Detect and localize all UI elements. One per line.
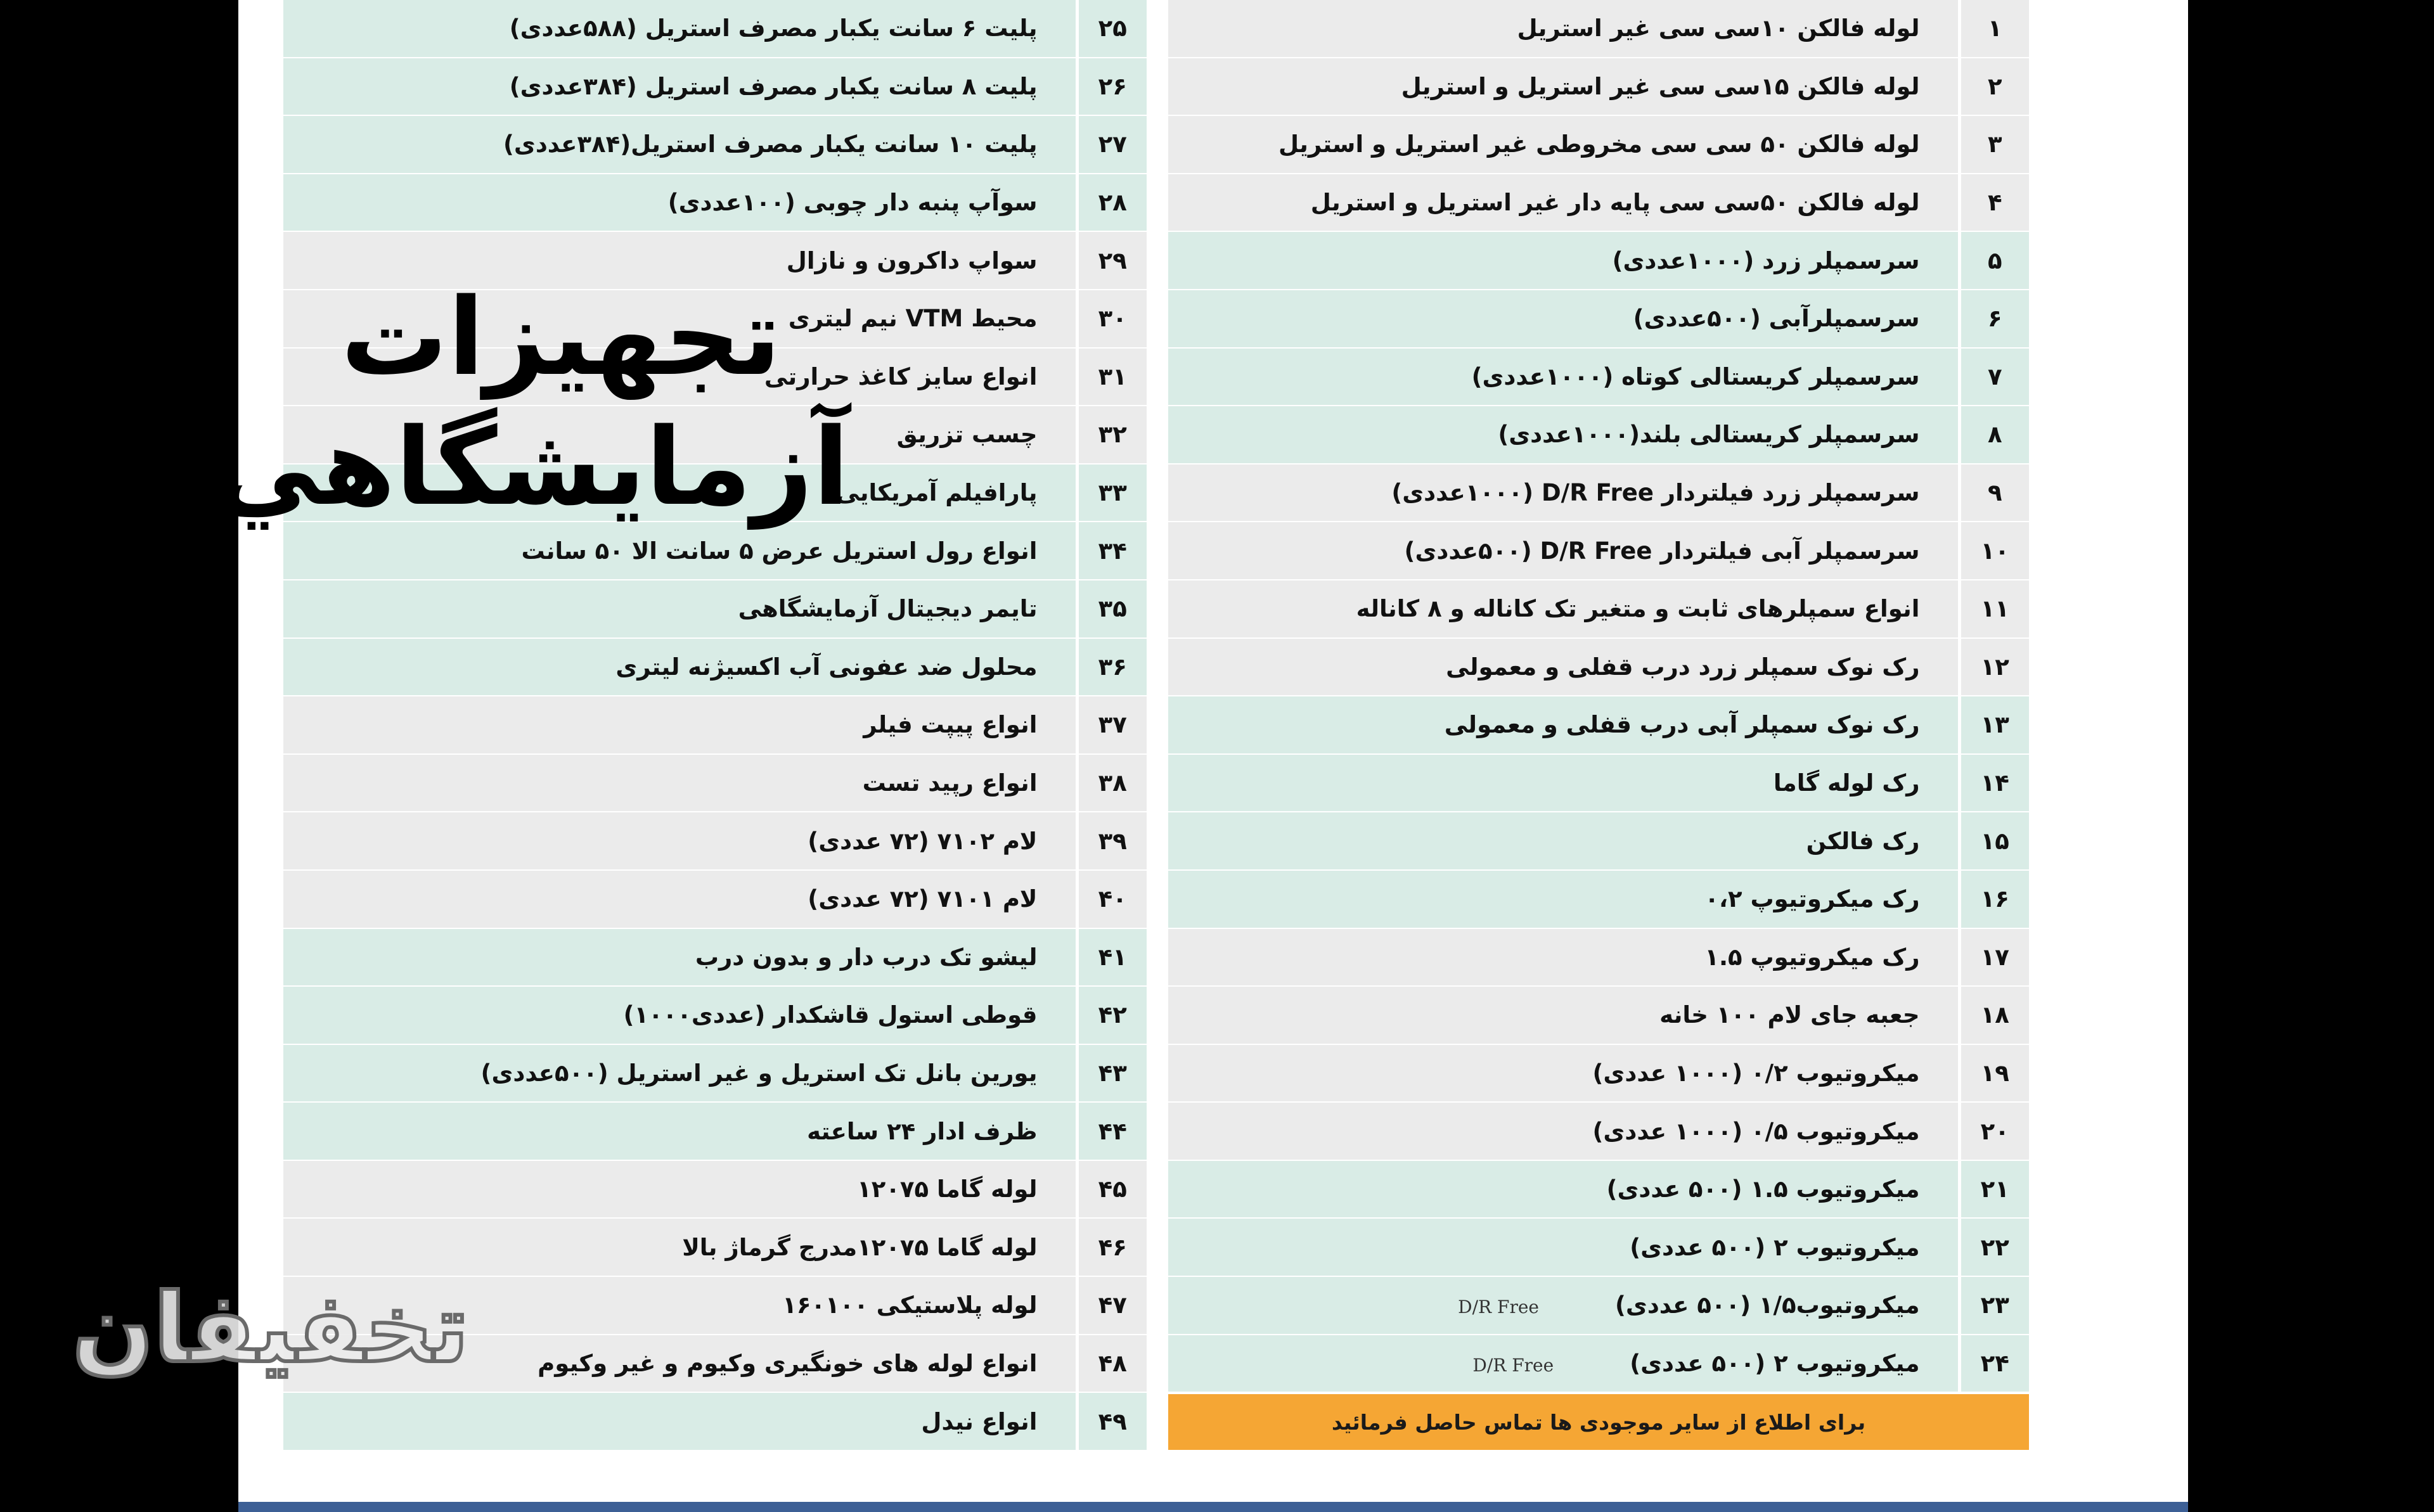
table-row xyxy=(1168,115,2029,174)
item-description xyxy=(1168,174,1959,232)
table-row xyxy=(1168,522,2029,580)
table-row xyxy=(1168,0,2029,58)
item-text: انواع رپید تست xyxy=(862,769,1038,797)
item-number: ۳۱ xyxy=(1077,348,1147,406)
item-number: ۴۴ xyxy=(1077,1102,1147,1160)
item-text: لام ۷۱۰۱ (۷۲ عددی) xyxy=(808,885,1038,913)
table-row xyxy=(283,754,1147,812)
item-description xyxy=(283,580,1077,638)
item-number: ۲ xyxy=(1959,58,2029,116)
item-number: ۴۲ xyxy=(1077,986,1147,1044)
item-text: لوله گاما ۱۲۰۷۵ xyxy=(857,1176,1038,1203)
item-number: ۴۹ xyxy=(1077,1392,1147,1451)
item-text: رک میکروتیوپ ۰،۲ xyxy=(1704,885,1920,913)
item-number: ۲۶ xyxy=(1077,58,1147,116)
table-row xyxy=(283,580,1147,638)
item-description xyxy=(283,1160,1077,1219)
item-number: ۲۴ xyxy=(1959,1335,2029,1393)
item-description xyxy=(283,1392,1077,1451)
item-text: قوطی استول قاشکدار (عددی۱۰۰۰) xyxy=(623,1001,1038,1029)
item-description xyxy=(283,928,1077,987)
item-text: انواع سایز کاغذ حرارتی xyxy=(764,362,1038,390)
item-description xyxy=(1168,0,1959,58)
item-number: ۹ xyxy=(1959,464,2029,522)
item-number: ۱۲ xyxy=(1959,638,2029,696)
item-text: لوله فالکن ۱۵سی سی غیر استریل و استریل xyxy=(1401,72,1920,100)
table-row xyxy=(1168,986,2029,1044)
item-text: جعبه جای لام ۱۰۰ خانه xyxy=(1659,1001,1920,1029)
item-description xyxy=(283,406,1077,464)
item-description xyxy=(283,986,1077,1044)
item-text: رک فالکن xyxy=(1806,827,1920,855)
table-row xyxy=(283,812,1147,870)
table-row xyxy=(1168,638,2029,696)
item-description xyxy=(283,696,1077,754)
item-description xyxy=(283,638,1077,696)
table-row xyxy=(283,464,1147,522)
item-number: ۳۵ xyxy=(1077,580,1147,638)
item-text: رک لوله گاما xyxy=(1773,769,1920,797)
item-number: ۲۳ xyxy=(1959,1276,2029,1335)
item-description xyxy=(1168,638,1959,696)
item-text: میکروتیوب۱/۵ (۵۰۰ عددی) xyxy=(1615,1291,1920,1319)
table-row xyxy=(1168,1160,2029,1219)
item-description xyxy=(1168,1218,1959,1276)
table-row xyxy=(1168,231,2029,290)
item-text: محیط VTM نیم لیتری xyxy=(788,305,1038,333)
item-description xyxy=(1168,1276,1959,1335)
item-text: لوله گاما ۱۲۰۷۵مدرج گرماژ بالا xyxy=(682,1233,1038,1261)
item-text: سرسمپلر آبی فیلتردار D/R Free (۵۰۰عددی) xyxy=(1404,537,1920,565)
item-number: ۱۶ xyxy=(1959,870,2029,928)
item-description xyxy=(1168,406,1959,464)
item-number: ۱ xyxy=(1959,0,2029,58)
item-description xyxy=(283,1102,1077,1160)
item-number: ۶ xyxy=(1959,290,2029,348)
table-row xyxy=(283,870,1147,928)
item-text: لوله پلاستیکی ۱۶۰۱۰۰ xyxy=(782,1291,1038,1319)
item-extra-label: D/R Free xyxy=(1458,1297,1539,1318)
item-number: ۳ xyxy=(1959,115,2029,174)
item-text: میکروتیوب ۲ (۵۰۰ عددی) xyxy=(1630,1233,1920,1261)
item-description xyxy=(1168,754,1959,812)
item-description xyxy=(1168,1102,1959,1160)
item-text: پارافیلم آمریکایی xyxy=(836,479,1038,507)
item-description xyxy=(283,870,1077,928)
table-row xyxy=(1168,754,2029,812)
item-description xyxy=(283,522,1077,580)
item-description xyxy=(1168,928,1959,987)
item-number: ۲۹ xyxy=(1077,231,1147,290)
item-text: رک نوک سمپلر زرد درب قفلی و معمولی xyxy=(1446,653,1920,681)
item-number: ۳۹ xyxy=(1077,812,1147,870)
items-table-left xyxy=(283,0,1147,1451)
item-extra-label: D/R Free xyxy=(1472,1354,1554,1376)
item-description xyxy=(283,290,1077,348)
table-row xyxy=(283,638,1147,696)
item-text: لوله فالکن ۵۰سی سی پایه دار غیر استریل و استریل xyxy=(1310,189,1920,217)
item-text: رک نوک سمپلر آبی درب قفلی و معمولی xyxy=(1444,711,1920,739)
table-row xyxy=(283,986,1147,1044)
item-text: سرسمپلرآبی (۵۰۰عددی) xyxy=(1633,305,1920,333)
items-table-right xyxy=(1168,0,2029,1393)
item-number: ۲۷ xyxy=(1077,115,1147,174)
item-number: ۳۴ xyxy=(1077,522,1147,580)
item-text: تایمر دیجیتال آزمایشگاهی xyxy=(738,595,1038,623)
table-row xyxy=(283,1160,1147,1219)
item-description xyxy=(1168,115,1959,174)
table-row xyxy=(1168,406,2029,464)
table-row xyxy=(1168,348,2029,406)
table-row xyxy=(283,406,1147,464)
item-text: لام ۷۱۰۲ (۷۲ عددی) xyxy=(808,827,1038,855)
item-text: سوآپ پنبه دار چوبی (۱۰۰عددی) xyxy=(667,189,1038,217)
table-row xyxy=(1168,58,2029,116)
item-description xyxy=(1168,1335,1959,1393)
item-description xyxy=(1168,1044,1959,1103)
table-row xyxy=(283,348,1147,406)
item-number: ۳۰ xyxy=(1077,290,1147,348)
item-description xyxy=(283,231,1077,290)
item-number: ۴۱ xyxy=(1077,928,1147,987)
item-number: ۱۸ xyxy=(1959,986,2029,1044)
item-number: ۴۰ xyxy=(1077,870,1147,928)
footer-note: برای اطلاع از سایر موجودی ها تماس حاصل فرمائید xyxy=(1168,1394,2029,1450)
item-description xyxy=(1168,231,1959,290)
item-number: ۴۶ xyxy=(1077,1218,1147,1276)
item-text: میکروتیوب ۲ (۵۰۰ عددی) xyxy=(1630,1349,1920,1377)
table-row xyxy=(1168,290,2029,348)
table-row xyxy=(1168,580,2029,638)
watermark-logo: تخفیفان xyxy=(72,1274,469,1384)
item-description xyxy=(283,348,1077,406)
item-number: ۲۰ xyxy=(1959,1102,2029,1160)
table-row xyxy=(1168,464,2029,522)
table-row xyxy=(1168,1102,2029,1160)
table-row xyxy=(283,1392,1147,1451)
item-text: چسب تزریق xyxy=(896,421,1038,449)
item-number: ۱۹ xyxy=(1959,1044,2029,1103)
item-text: سرسمپلر زرد (۱۰۰۰عددی) xyxy=(1612,247,1920,274)
item-text: سرسمپلر کریستالی کوتاه (۱۰۰۰عددی) xyxy=(1471,362,1920,390)
item-text: پلیت ۶ سانت یکبار مصرف استریل (۵۸۸عددی) xyxy=(509,15,1038,42)
table-row xyxy=(1168,696,2029,754)
item-number: ۱۰ xyxy=(1959,522,2029,580)
item-description xyxy=(1168,348,1959,406)
item-number: ۲۵ xyxy=(1077,0,1147,58)
item-description xyxy=(1168,870,1959,928)
item-number: ۴۵ xyxy=(1077,1160,1147,1219)
table-row xyxy=(283,696,1147,754)
item-description xyxy=(1168,580,1959,638)
table-row xyxy=(283,1218,1147,1276)
item-number: ۸ xyxy=(1959,406,2029,464)
item-number: ۳۳ xyxy=(1077,464,1147,522)
item-number: ۷ xyxy=(1959,348,2029,406)
item-text: لوله فالکن ۱۰سی سی غیر استریل xyxy=(1517,15,1920,42)
item-description xyxy=(1168,58,1959,116)
table-row xyxy=(1168,928,2029,987)
item-text: لوله فالکن ۵۰ سی سی مخروطی غیر استریل و استریل xyxy=(1278,131,1920,158)
table-row xyxy=(283,1102,1147,1160)
item-description xyxy=(283,1044,1077,1103)
item-text: انواع رول استریل عرض ۵ سانت الا ۵۰ سانت xyxy=(521,537,1038,565)
table-row xyxy=(283,290,1147,348)
item-number: ۴۳ xyxy=(1077,1044,1147,1103)
table-row xyxy=(1168,174,2029,232)
item-number: ۳۶ xyxy=(1077,638,1147,696)
table-row xyxy=(1168,1276,2029,1335)
item-number: ۱۷ xyxy=(1959,928,2029,987)
item-description xyxy=(1168,812,1959,870)
item-number: ۳۸ xyxy=(1077,754,1147,812)
item-description xyxy=(1168,696,1959,754)
table-row xyxy=(283,115,1147,174)
table-row xyxy=(283,1044,1147,1103)
item-text: سرسمپلر زرد فیلتردار D/R Free (۱۰۰۰عددی) xyxy=(1391,479,1920,507)
table-row xyxy=(283,522,1147,580)
item-number: ۲۸ xyxy=(1077,174,1147,232)
item-text: میکروتیوب ۰/۵ (۱۰۰۰ عددی) xyxy=(1592,1117,1920,1145)
item-number: ۱۵ xyxy=(1959,812,2029,870)
item-description xyxy=(283,0,1077,58)
item-text: میکروتیوب ۱.۵ (۵۰۰ عددی) xyxy=(1606,1176,1920,1203)
table-row xyxy=(1168,1044,2029,1103)
item-number: ۲۱ xyxy=(1959,1160,2029,1219)
item-number: ۱۱ xyxy=(1959,580,2029,638)
table-row xyxy=(283,231,1147,290)
table-row xyxy=(283,928,1147,987)
item-text: انواع پیپت فیلر xyxy=(863,711,1038,739)
item-text: انواع نیدل xyxy=(921,1407,1038,1435)
item-number: ۳۲ xyxy=(1077,406,1147,464)
bottom-rule xyxy=(238,1502,2188,1512)
item-text: پلیت ۱۰ سانت یکبار مصرف استریل(۳۸۴عددی) xyxy=(503,131,1038,158)
table-row xyxy=(1168,812,2029,870)
item-description xyxy=(283,174,1077,232)
item-text: ظرف ادار ۲۴ ساعته xyxy=(807,1117,1038,1145)
item-description xyxy=(1168,986,1959,1044)
item-text: لیشو تک درب دار و بدون درب xyxy=(695,943,1038,971)
item-number: ۱۳ xyxy=(1959,696,2029,754)
item-number: ۴ xyxy=(1959,174,2029,232)
item-text: سواپ داکرون و نازال xyxy=(786,247,1038,274)
title-line-2: آزمایشگاهي xyxy=(214,405,849,529)
item-text: پلیت ۸ سانت یکبار مصرف استریل (۳۸۴عددی) xyxy=(509,72,1038,100)
item-number: ۱۴ xyxy=(1959,754,2029,812)
item-text: میکروتیوب ۰/۲ (۱۰۰۰ عددی) xyxy=(1592,1059,1920,1087)
title-line-1: تجهیزات xyxy=(340,275,782,399)
item-text: انواع لوله های خونگیری وکیوم و غیر وکیوم xyxy=(538,1349,1038,1377)
item-number: ۲۲ xyxy=(1959,1218,2029,1276)
item-text: انواع سمپلرهای ثابت و متغیر تک کاناله و ۸ کاناله xyxy=(1356,595,1920,623)
item-description xyxy=(1168,464,1959,522)
item-number: ۳۷ xyxy=(1077,696,1147,754)
item-description xyxy=(283,58,1077,116)
table-row xyxy=(283,58,1147,116)
item-text: سرسمپلر کریستالی بلند(۱۰۰۰عددی) xyxy=(1498,421,1920,449)
table-row xyxy=(1168,1218,2029,1276)
item-description xyxy=(1168,290,1959,348)
item-description xyxy=(283,464,1077,522)
item-description xyxy=(283,812,1077,870)
table-row xyxy=(1168,1335,2029,1393)
table-row xyxy=(283,174,1147,232)
item-number: ۴۷ xyxy=(1077,1276,1147,1335)
item-number: ۴۸ xyxy=(1077,1335,1147,1393)
item-description xyxy=(283,115,1077,174)
item-number: ۵ xyxy=(1959,231,2029,290)
item-text: یورین بانل تک استریل و غیر استریل (۵۰۰عددی) xyxy=(480,1059,1038,1087)
item-description xyxy=(1168,1160,1959,1219)
item-description xyxy=(283,754,1077,812)
item-text: محلول ضد عفونی آب اکسیژنه لیتری xyxy=(615,653,1038,681)
table-row xyxy=(283,0,1147,58)
item-description xyxy=(283,1218,1077,1276)
item-description xyxy=(1168,522,1959,580)
table-row xyxy=(1168,870,2029,928)
item-text: رک میکروتیوپ ۱.۵ xyxy=(1704,943,1920,971)
